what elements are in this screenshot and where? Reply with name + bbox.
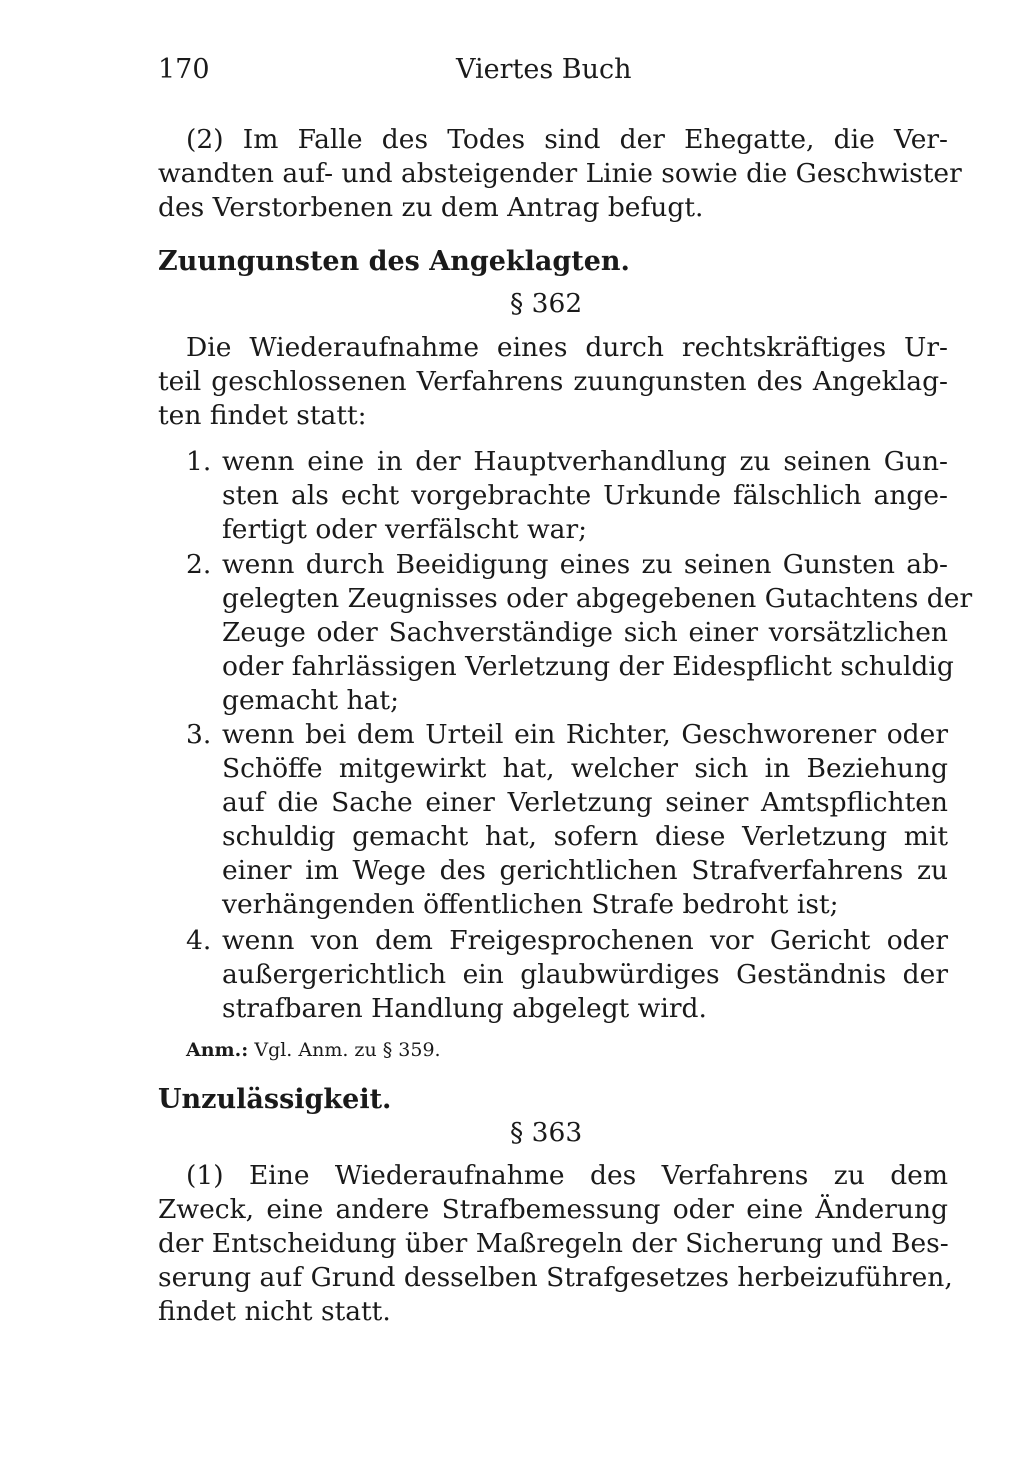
list-item-number: 2. — [186, 549, 212, 580]
list-item-line: außergerichtlich ein glaubwürdiges Geständnis der — [222, 959, 948, 990]
list-item-line: oder fahrlässigen Verletzung der Eidespflicht schuldig — [222, 651, 954, 682]
paragraph-line: (2) Im Falle des Todes sind der Ehegatte, die Ver- — [186, 124, 948, 155]
paragraph-line: des Verstorbenen zu dem Antrag befugt. — [158, 192, 704, 223]
note-label: Anm.: — [186, 1039, 249, 1061]
paragraph-line: serung auf Grund desselben Strafgesetzes herbeizuführen, — [158, 1262, 953, 1293]
list-item-line: sten als echt vorgebrachte Urkunde fälschlich ange- — [222, 480, 948, 511]
paragraph-line: findet nicht statt. — [158, 1296, 391, 1327]
list-item-line: fertigt oder verfälscht war; — [222, 514, 588, 545]
list-item-line: wenn von dem Freigesprochenen vor Gericht oder — [222, 925, 948, 956]
paragraph-line: teil geschlossenen Verfahrens zuungunsten des Angeklag- — [158, 366, 948, 397]
list-item-line: auf die Sache einer Verletzung seiner Amtspflichten — [222, 787, 948, 818]
list-item-line: Zeuge oder Sachverständige sich einer vorsätzlichen — [222, 617, 948, 648]
section-heading: Zuungunsten des Angeklagten. — [158, 246, 630, 277]
list-item-line: wenn bei dem Urteil ein Richter, Geschworener oder — [222, 719, 948, 750]
list-item-line: schuldig gemacht hat, sofern diese Verletzung mit — [222, 821, 948, 852]
list-item-line: gemacht hat; — [222, 685, 399, 716]
list-item-line: einer im Wege des gerichtlichen Strafverfahrens zu — [222, 855, 948, 886]
paragraph-line: ten findet statt: — [158, 400, 367, 431]
annotation-note — [186, 1037, 441, 1063]
paragraph-number: § 362 — [510, 288, 583, 319]
list-item-number: 1. — [186, 446, 212, 477]
paragraph-line: (1) Eine Wiederaufnahme des Verfahrens zu dem — [186, 1160, 948, 1191]
paragraph-line: Zweck, eine andere Strafbemessung oder eine Änderung — [158, 1194, 948, 1225]
paragraph-line: wandten auf- und absteigender Linie sowie die Geschwister — [158, 158, 962, 189]
page-number: 170 — [158, 54, 210, 85]
list-item-line: strafbaren Handlung abgelegt wird. — [222, 993, 707, 1024]
list-item-line: Schöffe mitgewirkt hat, welcher sich in Beziehung — [222, 753, 948, 784]
list-item-number: 3. — [186, 719, 212, 750]
paragraph-number: § 363 — [510, 1117, 583, 1148]
note-text: Vgl. Anm. zu § 359. — [254, 1039, 441, 1061]
list-item-line: gelegten Zeugnisses oder abgegebenen Gutachtens der — [222, 583, 973, 614]
running-head: Viertes Buch — [456, 54, 632, 85]
page-header — [158, 50, 948, 90]
list-item-number: 4. — [186, 925, 212, 956]
list-item-line: wenn eine in der Hauptverhandlung zu seinen Gun- — [222, 446, 948, 477]
list-item-line: wenn durch Beeidigung eines zu seinen Gunsten ab- — [222, 549, 948, 580]
paragraph-line: Die Wiederaufnahme eines durch rechtskräftiges Ur- — [186, 332, 948, 363]
paragraph-line: der Entscheidung über Maßregeln der Sicherung und Bes- — [158, 1228, 949, 1259]
list-item-line: verhängenden öffentlichen Strafe bedroht ist; — [222, 889, 839, 920]
section-heading: Unzulässigkeit. — [158, 1084, 392, 1115]
